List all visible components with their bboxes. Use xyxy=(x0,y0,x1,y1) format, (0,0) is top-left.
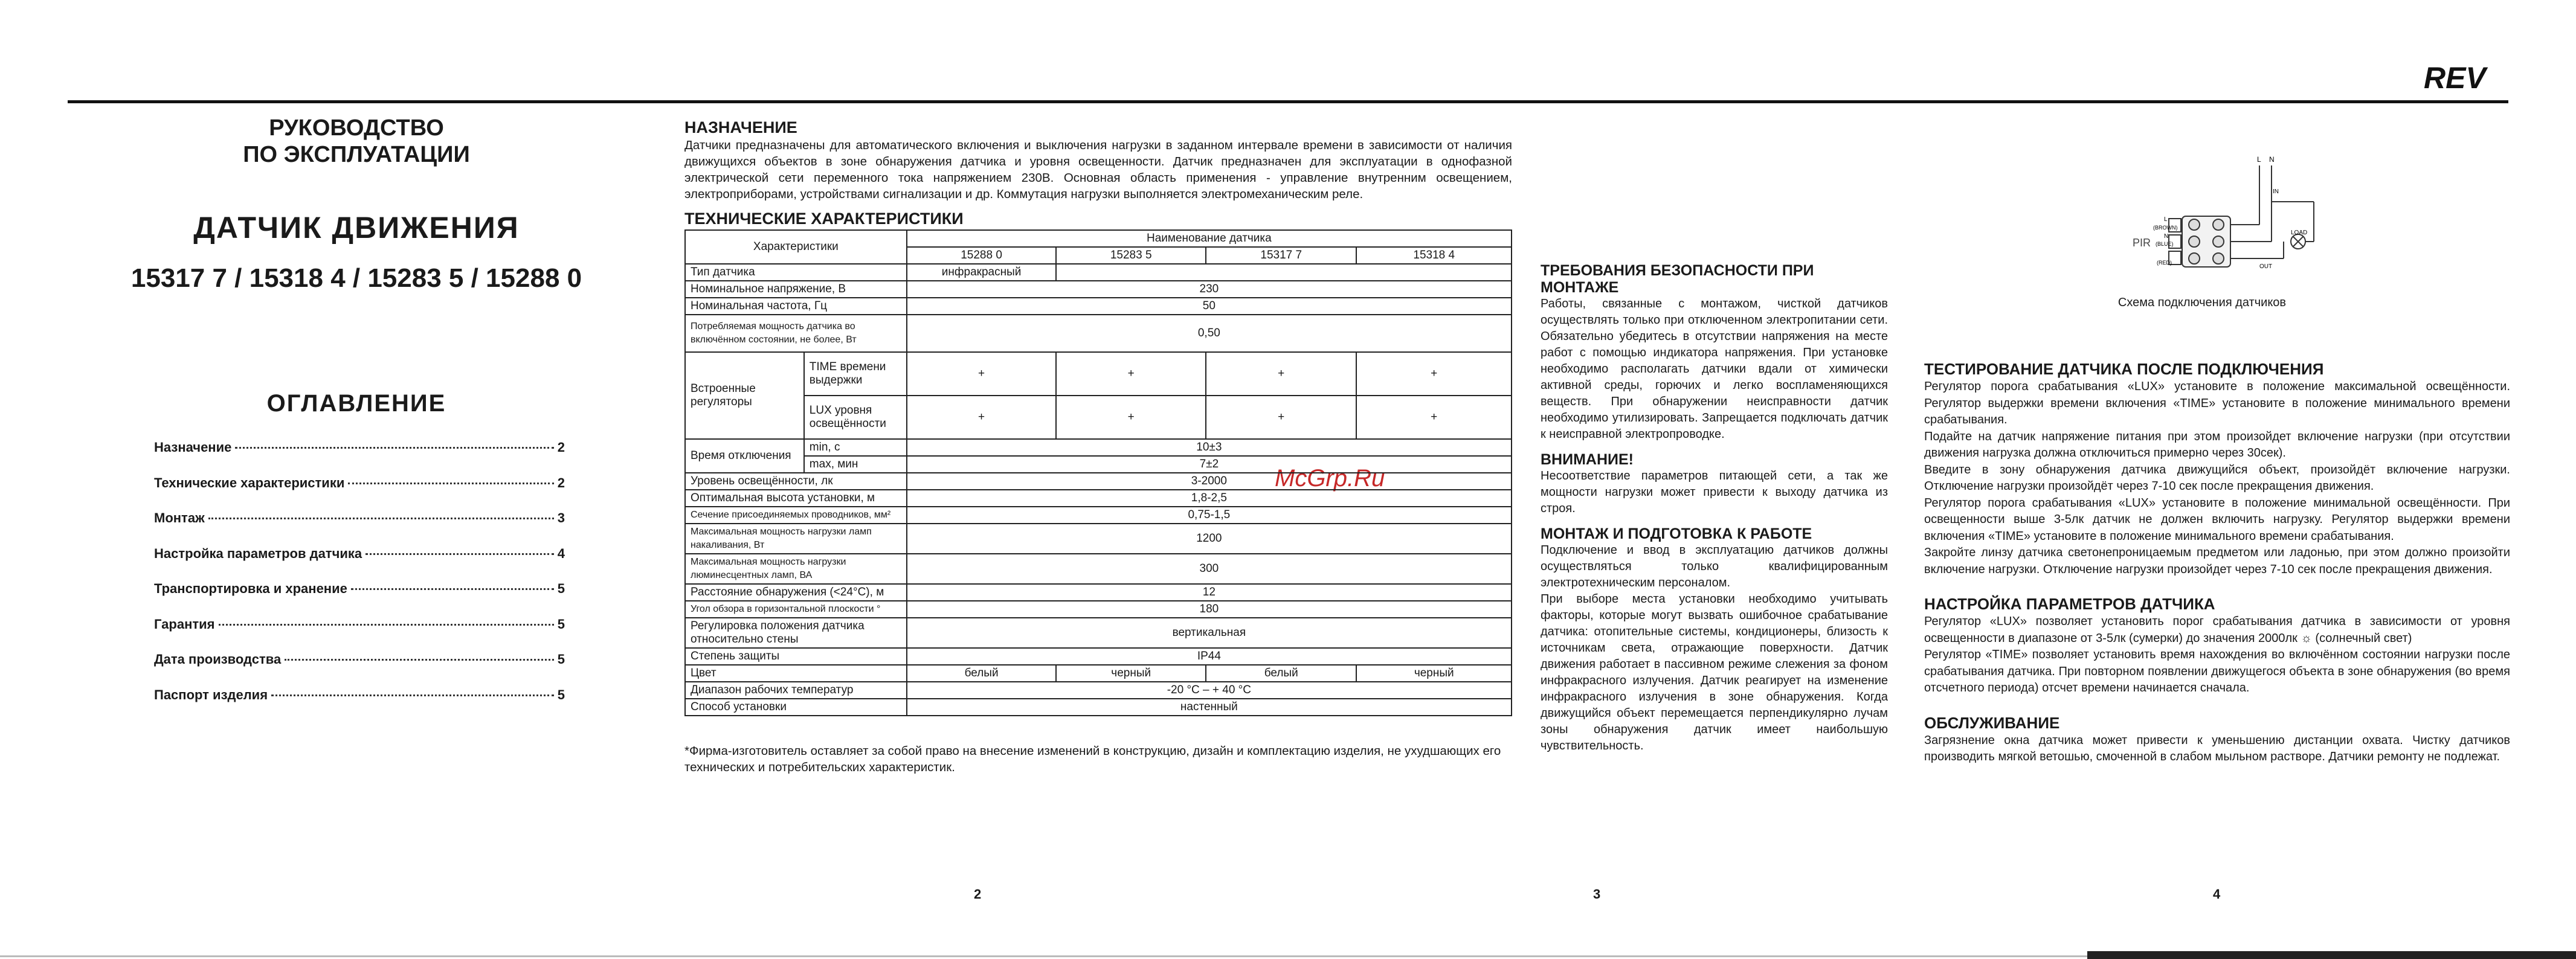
product-title: ДАТЧИК ДВИЖЕНИЯ xyxy=(193,211,520,245)
toc-item[interactable]: Монтаж 3 xyxy=(154,510,565,525)
mount-text-1: Подключение и ввод в эксплуатацию датчиков должны осуществляться только квалифицированным электротехническим персоналом. xyxy=(1541,544,1888,589)
toc-title: ОГЛАВЛЕНИЕ xyxy=(266,390,446,417)
settings-heading: НАСТРОЙКА ПАРАМЕТРОВ ДАТЧИКА xyxy=(1924,595,2215,613)
toc-item[interactable]: Гарантия 5 xyxy=(154,616,565,632)
test-text-1: Регулятор порога срабатывания «LUX» установите в положение максимальной освещённости. Регулятор выдержки времени включения «TIME» установите в положение минимального времени срабатывания. xyxy=(1924,380,2510,426)
purpose-text: Датчики предназначены для автоматического включения и выключения нагрузки в заданном интервале времени в зависимости от наличия движущихся объектов в зоне обнаружения датчика и уровня освещенности. Датчик предназначен для эксплуатации в однофазной электрической сети переменного тока напряжением 230В. Основная область применения - управление внутренним освещением, электроприборами, устройствами сигнализации и др. Коммутация нагрузки выполняется электромеханическим реле. xyxy=(684,138,1512,201)
table-of-contents xyxy=(154,440,565,722)
row-label: Максимальная мощность нагрузки люминесцентных ламп, ВА xyxy=(685,554,907,584)
svg-text:L: L xyxy=(2164,216,2168,223)
cell-value: + xyxy=(1356,352,1512,396)
cell-value: 10±3 xyxy=(907,439,1512,456)
diagram-caption: Схема подключения датчиков xyxy=(2117,296,2287,309)
row-label: Номинальное напряжение, В xyxy=(685,281,907,298)
specs-table xyxy=(684,229,1512,716)
row-label: Степень защиты xyxy=(685,648,907,665)
warning-text: Несоответствие параметров питающей сети, а так же мощности нагрузки может привести к выходу датчика из строя. xyxy=(1541,469,1888,515)
safety-heading: ТРЕБОВАНИЯ БЕЗОПАСНОСТИ ПРИ МОНТАЖЕ xyxy=(1541,262,1814,296)
toc-item[interactable]: Технические характеристики 2 xyxy=(154,475,565,490)
toc-item[interactable]: Транспортировка и хранение 5 xyxy=(154,581,565,596)
svg-text:LOAD: LOAD xyxy=(2291,229,2308,236)
warning-heading: ВНИМАНИЕ! xyxy=(1541,451,1634,468)
testing-page xyxy=(1924,360,2510,766)
cell-value: + xyxy=(907,396,1057,439)
model-numbers: 15317 7 / 15318 4 / 15283 5 / 15288 0 xyxy=(130,263,582,293)
row-label: Способ установки xyxy=(685,699,907,716)
test-text-4: Регулятор порога срабатывания «LUX» установите в положение минимальной освещённости. При освещенности выше 3-5лк датчик не должен включить нагрузку. Регулятор выдержки времени включения «TIME» установите в положение минимального времени срабатывания. xyxy=(1924,496,2510,543)
cell-value: + xyxy=(1206,396,1357,439)
cell-value: черный xyxy=(1356,665,1512,682)
cell-value: 230 xyxy=(907,281,1512,298)
cell-value: 7±2 xyxy=(907,456,1512,473)
model-header: 15317 7 xyxy=(1206,247,1357,264)
page-number: 2 xyxy=(974,887,982,902)
cell-value: IP44 xyxy=(907,648,1512,665)
svg-text:(RED): (RED) xyxy=(2157,260,2172,266)
toc-item[interactable]: Настройка параметров датчика 4 xyxy=(154,545,565,561)
cell-value: 0,50 xyxy=(907,315,1512,352)
toc-item[interactable]: Паспорт изделия 5 xyxy=(154,687,565,702)
specs-page xyxy=(684,118,1512,775)
cell-value: белый xyxy=(907,665,1057,682)
cell-value: + xyxy=(1056,352,1206,396)
row-label: Цвет xyxy=(685,665,907,682)
row-label: Регулировка положения датчика относительно стены xyxy=(685,618,907,648)
cell-value: 3-2000 xyxy=(907,473,1512,490)
purpose-heading: НАЗНАЧЕНИЕ xyxy=(684,118,797,136)
cell-value: 0,75-1,5 xyxy=(907,507,1512,524)
toc-item[interactable]: Дата производства 5 xyxy=(154,652,565,667)
test-heading: ТЕСТИРОВАНИЕ ДАТЧИКА ПОСЛЕ ПОДКЛЮЧЕНИЯ xyxy=(1924,360,2324,378)
svg-text:PIR: PIR xyxy=(2133,237,2151,249)
row-label: Тип датчика xyxy=(685,264,907,281)
svg-text:(BLUE): (BLUE) xyxy=(2156,241,2174,247)
wiring-diagram xyxy=(2078,153,2344,286)
cell-value: белый xyxy=(1206,665,1357,682)
cell-value: 50 xyxy=(907,298,1512,315)
cell-value: 12 xyxy=(907,584,1512,601)
model-header: 15318 4 xyxy=(1356,247,1512,264)
row-sublabel: TIME времени выдержки xyxy=(804,352,907,396)
cell-value: + xyxy=(1056,396,1206,439)
cell-value: 1200 xyxy=(907,524,1512,554)
cell-value: вертикальная xyxy=(907,618,1512,648)
settings-text-1: Регулятор «LUX» позволяет установить порог срабатывания датчика в зависимости от уровня освещенности в диапазоне от 3-5лк (сумерки) до значения 2000лк ☼ (солнечный свет) xyxy=(1924,615,2510,645)
cover-page xyxy=(91,115,622,417)
svg-text:N: N xyxy=(2269,155,2275,164)
page-number: 4 xyxy=(2213,887,2221,902)
row-label: Расстояние обнаружения (<24°C), м xyxy=(685,584,907,601)
cell-value: -20 °C – + 40 °C xyxy=(907,682,1512,699)
row-label: Максимальная мощность нагрузки ламп накаливания, Вт xyxy=(685,524,907,554)
cell-value: настенный xyxy=(907,699,1512,716)
footnote: *Фирма-изготовитель оставляет за собой право на внесение изменений в конструкцию, дизайн и комплектацию изделия, не ухудшающих его технических и потребительских характеристик. xyxy=(684,744,1501,774)
settings-text-2: Регулятор «TIME» позволяет установить время нахождения во включённом состоянии нагрузки после срабатывания датчика. При повторном появлении движущегося объекта в зоне обнаружения (во время отсчетного периода) отсчет времени начинается сначала. xyxy=(1924,648,2510,694)
rev-logo xyxy=(2423,60,2513,97)
bottom-bar xyxy=(2087,951,2576,959)
cell-value: черный xyxy=(1056,665,1206,682)
manual-title-line1: РУКОВОДСТВО xyxy=(269,115,444,141)
toc-item[interactable]: Назначение 2 xyxy=(154,440,565,455)
row-label: Угол обзора в горизонтальной плоскости ° xyxy=(685,601,907,618)
svg-text:N: N xyxy=(2164,233,2169,240)
svg-text:IN: IN xyxy=(2273,188,2279,195)
service-heading: ОБСЛУЖИВАНИЕ xyxy=(1924,713,2060,732)
row-label: Сечение присоединяемых проводников, мм² xyxy=(685,507,907,524)
sun-icon: ☼ xyxy=(2301,631,2312,645)
header-rule xyxy=(68,100,2508,103)
cell-value: 300 xyxy=(907,554,1512,584)
row-sublabel: max, мин xyxy=(804,456,907,473)
svg-text:L: L xyxy=(2257,155,2261,164)
watermark: McGrp.Ru xyxy=(1275,465,1385,492)
page-number: 3 xyxy=(1593,887,1601,902)
col-header-names: Наименование датчика xyxy=(907,230,1512,247)
manual-title-line2: ПО ЭКСПЛУАТАЦИИ xyxy=(243,142,470,167)
svg-text:(BROWN): (BROWN) xyxy=(2153,225,2178,231)
row-label: Диапазон рабочих температур xyxy=(685,682,907,699)
svg-text:OUT: OUT xyxy=(2259,263,2273,270)
row-label: Номинальная частота, Гц xyxy=(685,298,907,315)
model-header: 15288 0 xyxy=(907,247,1057,264)
row-label: Оптимальная высота установки, м xyxy=(685,490,907,507)
col-header-char: Характеристики xyxy=(685,230,907,264)
row-sublabel: min, с xyxy=(804,439,907,456)
mount-heading: МОНТАЖ И ПОДГОТОВКА К РАБОТЕ xyxy=(1541,525,1812,542)
safety-page xyxy=(1541,254,1888,754)
mount-text-2: При выборе места установки необходимо учитывать факторы, которые могут вызвать ошибочное срабатывание датчика: отопительные системы, кондиционеры, близость к источникам света, отражающие поверхности. Датчик движения работает в пассивном режиме слежения за фоном инфракрасного излучения. Датчик реагирует на изменение инфракрасного излучения в зоне обнаружения. Когда движущийся объект перемещается перпендикулярно лучам зоны обнаружения датчик имеет наибольшую чувствительность. xyxy=(1541,592,1888,752)
test-text-2: Подайте на датчик напряжение питания при этом произойдет включение нагрузки (при отсутствии движения нагрузка должна отключиться примерно через 30сек). xyxy=(1924,429,2510,460)
cell-value: + xyxy=(1356,396,1512,439)
cell-value: инфракрасный xyxy=(907,264,1057,281)
safety-text: Работы, связанные с монтажом, чисткой датчиков осуществлять только при отключенном электропитании сети. Обязательно убедитесь в отсутствии напряжения на месте работ с помощью индикатора напряжения. При установке необходимо располагать датчики вдали от химически активной среды, горючих и легко воспламеняющихся веществ. При обнаружении неисправности датчик необходимо утилизировать. Запрещается подключать датчик к неисправной электропроводке. xyxy=(1541,297,1888,441)
cell-value: + xyxy=(1206,352,1357,396)
row-sublabel: LUX уровня освещённости xyxy=(804,396,907,439)
row-label: Время отключения xyxy=(685,439,804,473)
cell-value: + xyxy=(907,352,1057,396)
test-text-3: Введите в зону обнаружения датчика движущийся объект, произойдёт включение нагрузки. Отключение нагрузки произойдёт через 7-10 сек после прекращения движения. xyxy=(1924,463,2510,493)
specs-heading: ТЕХНИЧЕСКИЕ ХАРАКТЕРИСТИКИ xyxy=(684,210,964,228)
model-header: 15283 5 xyxy=(1056,247,1206,264)
bottom-rule xyxy=(0,955,2087,957)
test-text-5: Закройте линзу датчика светонепроницаемым предметом или ладонью, при этом должно произойти включение нагрузки. Отключение нагрузки произойдет через 7-10 сек после прекращения движения. xyxy=(1924,546,2510,576)
cell-value: 1,8-2,5 xyxy=(907,490,1512,507)
service-text: Загрязнение окна датчика может привести к уменьшению дистанции охвата. Чистку датчиков производить мягкой ветошью, смоченной в слабом мыльном растворе. Датчики ремонту не подлежат. xyxy=(1924,733,2510,763)
row-label: Уровень освещённости, лк xyxy=(685,473,907,490)
row-label: Встроенные регуляторы xyxy=(685,352,804,439)
svg-text:REV: REV xyxy=(2424,61,2486,95)
cell-value: 180 xyxy=(907,601,1512,618)
row-label: Потребляемая мощность датчика во включённом состоянии, не более, Вт xyxy=(685,315,907,352)
